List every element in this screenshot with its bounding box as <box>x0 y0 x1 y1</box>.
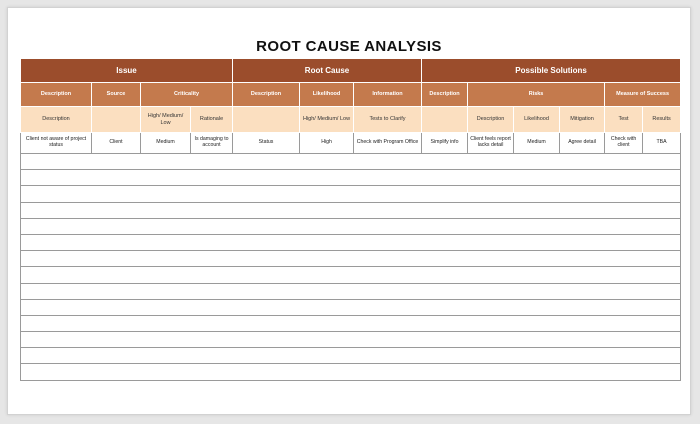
group-root-cause: Root Cause <box>233 59 422 83</box>
blank-cell[interactable] <box>422 299 468 315</box>
blank-cell[interactable] <box>560 267 605 283</box>
blank-cell[interactable] <box>605 332 643 348</box>
subheader-issue-description: Description <box>21 83 92 107</box>
blank-cell[interactable] <box>191 251 233 267</box>
blank-cell[interactable] <box>92 251 141 267</box>
blank-cell[interactable] <box>643 154 681 170</box>
blank-cell[interactable] <box>422 315 468 331</box>
blank-cell[interactable] <box>300 202 354 218</box>
blank-cell[interactable] <box>643 283 681 299</box>
blank-cell[interactable] <box>422 234 468 250</box>
hint-ps-description[interactable] <box>422 107 468 133</box>
blank-cell[interactable] <box>21 154 92 170</box>
blank-cell[interactable] <box>191 234 233 250</box>
blank-cell[interactable] <box>141 170 191 186</box>
subheader-ps-description: Description <box>422 83 468 107</box>
blank-cell[interactable] <box>422 332 468 348</box>
blank-cell[interactable] <box>514 299 560 315</box>
blank-row <box>21 364 681 380</box>
blank-cell[interactable] <box>21 299 92 315</box>
hint-rationale[interactable]: Rationale <box>191 107 233 133</box>
blank-cell[interactable] <box>92 218 141 234</box>
blank-cell[interactable] <box>21 315 92 331</box>
blank-cell[interactable] <box>560 332 605 348</box>
blank-cell[interactable] <box>605 267 643 283</box>
blank-cell[interactable] <box>141 154 191 170</box>
blank-row <box>21 186 681 202</box>
blank-cell[interactable] <box>92 315 141 331</box>
blank-cell[interactable] <box>422 251 468 267</box>
hint-risk-likelihood[interactable]: Likelihood <box>514 107 560 133</box>
blank-cell[interactable] <box>141 267 191 283</box>
cell-criticality-level[interactable]: Medium <box>141 133 191 154</box>
blank-cell[interactable] <box>514 170 560 186</box>
blank-cell[interactable] <box>354 154 422 170</box>
blank-cell[interactable] <box>468 251 514 267</box>
blank-cell[interactable] <box>191 299 233 315</box>
blank-cell[interactable] <box>141 348 191 364</box>
blank-cell[interactable] <box>468 202 514 218</box>
blank-cell[interactable] <box>191 186 233 202</box>
blank-row <box>21 170 681 186</box>
blank-cell[interactable] <box>422 170 468 186</box>
blank-cell[interactable] <box>300 364 354 380</box>
blank-cell[interactable] <box>354 218 422 234</box>
blank-cell[interactable] <box>605 218 643 234</box>
blank-cell[interactable] <box>560 154 605 170</box>
blank-cell[interactable] <box>233 348 300 364</box>
blank-cell[interactable] <box>560 202 605 218</box>
blank-cell[interactable] <box>354 267 422 283</box>
blank-cell[interactable] <box>422 218 468 234</box>
cell-likelihood[interactable]: High <box>300 133 354 154</box>
blank-cell[interactable] <box>514 218 560 234</box>
blank-cell[interactable] <box>560 364 605 380</box>
blank-cell[interactable] <box>92 267 141 283</box>
blank-cell[interactable] <box>643 186 681 202</box>
blank-cell[interactable] <box>191 267 233 283</box>
blank-cell[interactable] <box>468 315 514 331</box>
blank-cell[interactable] <box>643 218 681 234</box>
blank-cell[interactable] <box>191 170 233 186</box>
blank-cell[interactable] <box>233 218 300 234</box>
blank-cell[interactable] <box>92 283 141 299</box>
group-issue: Issue <box>21 59 233 83</box>
blank-cell[interactable] <box>191 332 233 348</box>
cell-risk-likelihood[interactable]: Medium <box>514 133 560 154</box>
blank-row <box>21 202 681 218</box>
group-header-row <box>21 59 681 83</box>
blank-cell[interactable] <box>643 332 681 348</box>
blank-row <box>21 332 681 348</box>
blank-cell[interactable] <box>605 364 643 380</box>
cell-mitigation[interactable]: Agree detail <box>560 133 605 154</box>
blank-cell[interactable] <box>605 234 643 250</box>
blank-cell[interactable] <box>354 348 422 364</box>
blank-row <box>21 251 681 267</box>
blank-cell[interactable] <box>643 202 681 218</box>
blank-cell[interactable] <box>300 186 354 202</box>
blank-cell[interactable] <box>354 315 422 331</box>
hint-row <box>21 107 681 133</box>
blank-cell[interactable] <box>422 283 468 299</box>
hint-criticality-level[interactable]: High/ Medium/ Low <box>141 107 191 133</box>
hint-risk-description[interactable]: Description <box>468 107 514 133</box>
blank-cell[interactable] <box>354 234 422 250</box>
blank-row <box>21 218 681 234</box>
blank-cell[interactable] <box>560 170 605 186</box>
blank-cell[interactable] <box>468 154 514 170</box>
blank-cell[interactable] <box>560 234 605 250</box>
blank-cell[interactable] <box>300 251 354 267</box>
blank-cell[interactable] <box>141 186 191 202</box>
blank-cell[interactable] <box>233 170 300 186</box>
blank-cell[interactable] <box>21 202 92 218</box>
blank-cell[interactable] <box>560 186 605 202</box>
blank-cell[interactable] <box>233 186 300 202</box>
blank-cell[interactable] <box>354 364 422 380</box>
blank-cell[interactable] <box>560 348 605 364</box>
blank-cell[interactable] <box>233 332 300 348</box>
blank-cell[interactable] <box>605 202 643 218</box>
blank-cell[interactable] <box>514 202 560 218</box>
blank-row <box>21 234 681 250</box>
blank-cell[interactable] <box>300 234 354 250</box>
blank-cell[interactable] <box>514 283 560 299</box>
blank-row <box>21 299 681 315</box>
blank-cell[interactable] <box>21 186 92 202</box>
subheader-source: Source <box>92 83 141 107</box>
cell-issue-description[interactable]: Client not aware of project status <box>21 133 92 154</box>
blank-cell[interactable] <box>300 299 354 315</box>
hint-mitigation[interactable]: Mitigation <box>560 107 605 133</box>
blank-cell[interactable] <box>422 186 468 202</box>
blank-cell[interactable] <box>233 154 300 170</box>
blank-cell[interactable] <box>560 283 605 299</box>
blank-cell[interactable] <box>21 348 92 364</box>
hint-rc-description[interactable] <box>233 107 300 133</box>
blank-cell[interactable] <box>514 332 560 348</box>
blank-cell[interactable] <box>422 364 468 380</box>
blank-cell[interactable] <box>233 234 300 250</box>
blank-cell[interactable] <box>643 348 681 364</box>
blank-cell[interactable] <box>92 234 141 250</box>
blank-cell[interactable] <box>233 267 300 283</box>
blank-cell[interactable] <box>233 202 300 218</box>
blank-cell[interactable] <box>92 154 141 170</box>
root-cause-analysis-table <box>20 58 681 381</box>
blank-cell[interactable] <box>643 170 681 186</box>
group-possible-solutions: Possible Solutions <box>422 59 681 83</box>
blank-cell[interactable] <box>422 267 468 283</box>
blank-cell[interactable] <box>141 283 191 299</box>
subheader-rc-description: Description <box>233 83 300 107</box>
blank-cell[interactable] <box>191 283 233 299</box>
subheader-information: Information <box>354 83 422 107</box>
blank-cell[interactable] <box>605 186 643 202</box>
hint-information[interactable]: Tests to Clarify <box>354 107 422 133</box>
blank-cell[interactable] <box>514 251 560 267</box>
example-row <box>21 133 681 154</box>
blank-cell[interactable] <box>191 154 233 170</box>
blank-row <box>21 315 681 331</box>
blank-cell[interactable] <box>468 218 514 234</box>
blank-cell[interactable] <box>422 202 468 218</box>
blank-cell[interactable] <box>643 315 681 331</box>
blank-cell[interactable] <box>560 315 605 331</box>
blank-cell[interactable] <box>605 170 643 186</box>
blank-cell[interactable] <box>191 202 233 218</box>
blank-cell[interactable] <box>92 186 141 202</box>
blank-cell[interactable] <box>92 332 141 348</box>
blank-cell[interactable] <box>560 299 605 315</box>
blank-cell[interactable] <box>300 283 354 299</box>
blank-cell[interactable] <box>354 170 422 186</box>
blank-cell[interactable] <box>605 251 643 267</box>
blank-cell[interactable] <box>92 348 141 364</box>
blank-cell[interactable] <box>191 364 233 380</box>
blank-cell[interactable] <box>354 186 422 202</box>
blank-row <box>21 267 681 283</box>
blank-cell[interactable] <box>141 299 191 315</box>
subheader-criticality: Criticality <box>141 83 233 107</box>
hint-test[interactable]: Test <box>605 107 643 133</box>
blank-cell[interactable] <box>354 251 422 267</box>
blank-cell[interactable] <box>605 154 643 170</box>
hint-source[interactable] <box>92 107 141 133</box>
blank-cell[interactable] <box>468 364 514 380</box>
blank-cell[interactable] <box>643 251 681 267</box>
document-title: ROOT CAUSE ANALYSIS <box>256 38 442 55</box>
cell-source[interactable]: Client <box>92 133 141 154</box>
blank-cell[interactable] <box>422 154 468 170</box>
blank-cell[interactable] <box>643 267 681 283</box>
blank-cell[interactable] <box>300 348 354 364</box>
blank-cell[interactable] <box>354 283 422 299</box>
blank-cell[interactable] <box>233 315 300 331</box>
blank-cell[interactable] <box>514 267 560 283</box>
blank-cell[interactable] <box>92 364 141 380</box>
cell-rationale[interactable]: Is damaging to account <box>191 133 233 154</box>
blank-cell[interactable] <box>468 267 514 283</box>
blank-cell[interactable] <box>354 299 422 315</box>
blank-cell[interactable] <box>605 299 643 315</box>
blank-cell[interactable] <box>233 251 300 267</box>
blank-cell[interactable] <box>514 154 560 170</box>
blank-row <box>21 283 681 299</box>
hint-issue-description[interactable]: Description <box>21 107 92 133</box>
blank-cell[interactable] <box>514 186 560 202</box>
blank-cell[interactable] <box>141 202 191 218</box>
blank-cell[interactable] <box>21 267 92 283</box>
blank-cell[interactable] <box>233 299 300 315</box>
blank-cell[interactable] <box>300 154 354 170</box>
blank-cell[interactable] <box>191 348 233 364</box>
blank-cell[interactable] <box>468 283 514 299</box>
blank-cell[interactable] <box>141 364 191 380</box>
blank-cell[interactable] <box>560 218 605 234</box>
cell-risk-description[interactable]: Client feels report lacks detail <box>468 133 514 154</box>
blank-cell[interactable] <box>605 348 643 364</box>
blank-cell[interactable] <box>141 234 191 250</box>
blank-cell[interactable] <box>643 364 681 380</box>
blank-cell[interactable] <box>141 315 191 331</box>
blank-cell[interactable] <box>605 283 643 299</box>
blank-cell[interactable] <box>191 218 233 234</box>
blank-cell[interactable] <box>21 170 92 186</box>
blank-cell[interactable] <box>468 234 514 250</box>
blank-cell[interactable] <box>354 332 422 348</box>
blank-cell[interactable] <box>92 170 141 186</box>
blank-cell[interactable] <box>141 332 191 348</box>
blank-cell[interactable] <box>300 332 354 348</box>
blank-cell[interactable] <box>300 267 354 283</box>
blank-cell[interactable] <box>605 315 643 331</box>
blank-cell[interactable] <box>21 332 92 348</box>
blank-cell[interactable] <box>468 170 514 186</box>
blank-cell[interactable] <box>643 234 681 250</box>
blank-cell[interactable] <box>21 218 92 234</box>
blank-cell[interactable] <box>514 348 560 364</box>
blank-cell[interactable] <box>514 234 560 250</box>
hint-results[interactable]: Results <box>643 107 681 133</box>
blank-cell[interactable] <box>21 234 92 250</box>
subheader-row <box>21 83 681 107</box>
blank-cell[interactable] <box>233 283 300 299</box>
blank-cell[interactable] <box>300 315 354 331</box>
blank-cell[interactable] <box>643 299 681 315</box>
blank-cell[interactable] <box>468 186 514 202</box>
subheader-likelihood: Likelihood <box>300 83 354 107</box>
cell-results[interactable]: TBA <box>643 133 681 154</box>
blank-cell[interactable] <box>92 299 141 315</box>
blank-cell[interactable] <box>92 202 141 218</box>
blank-cell[interactable] <box>468 348 514 364</box>
blank-cell[interactable] <box>514 315 560 331</box>
blank-cell[interactable] <box>468 332 514 348</box>
cell-information[interactable]: Check with Program Office <box>354 133 422 154</box>
blank-cell[interactable] <box>300 218 354 234</box>
cell-test[interactable]: Check with client <box>605 133 643 154</box>
blank-cell[interactable] <box>21 364 92 380</box>
blank-cell[interactable] <box>21 283 92 299</box>
subheader-measure-of-success: Measure of Success <box>605 83 681 107</box>
blank-row <box>21 154 681 170</box>
blank-cell[interactable] <box>21 251 92 267</box>
blank-cell[interactable] <box>354 202 422 218</box>
blank-cell[interactable] <box>560 251 605 267</box>
blank-cell[interactable] <box>300 170 354 186</box>
document-page <box>7 7 691 415</box>
blank-row <box>21 348 681 364</box>
cell-rc-description[interactable]: Status <box>233 133 300 154</box>
blank-cell[interactable] <box>141 251 191 267</box>
blank-cell[interactable] <box>233 364 300 380</box>
blank-cell[interactable] <box>468 299 514 315</box>
hint-likelihood[interactable]: High/ Medium/ Low <box>300 107 354 133</box>
blank-cell[interactable] <box>141 218 191 234</box>
blank-cell[interactable] <box>191 315 233 331</box>
blank-cell[interactable] <box>514 364 560 380</box>
cell-ps-description[interactable]: Simplify info <box>422 133 468 154</box>
blank-cell[interactable] <box>422 348 468 364</box>
subheader-risks: Risks <box>468 83 605 107</box>
